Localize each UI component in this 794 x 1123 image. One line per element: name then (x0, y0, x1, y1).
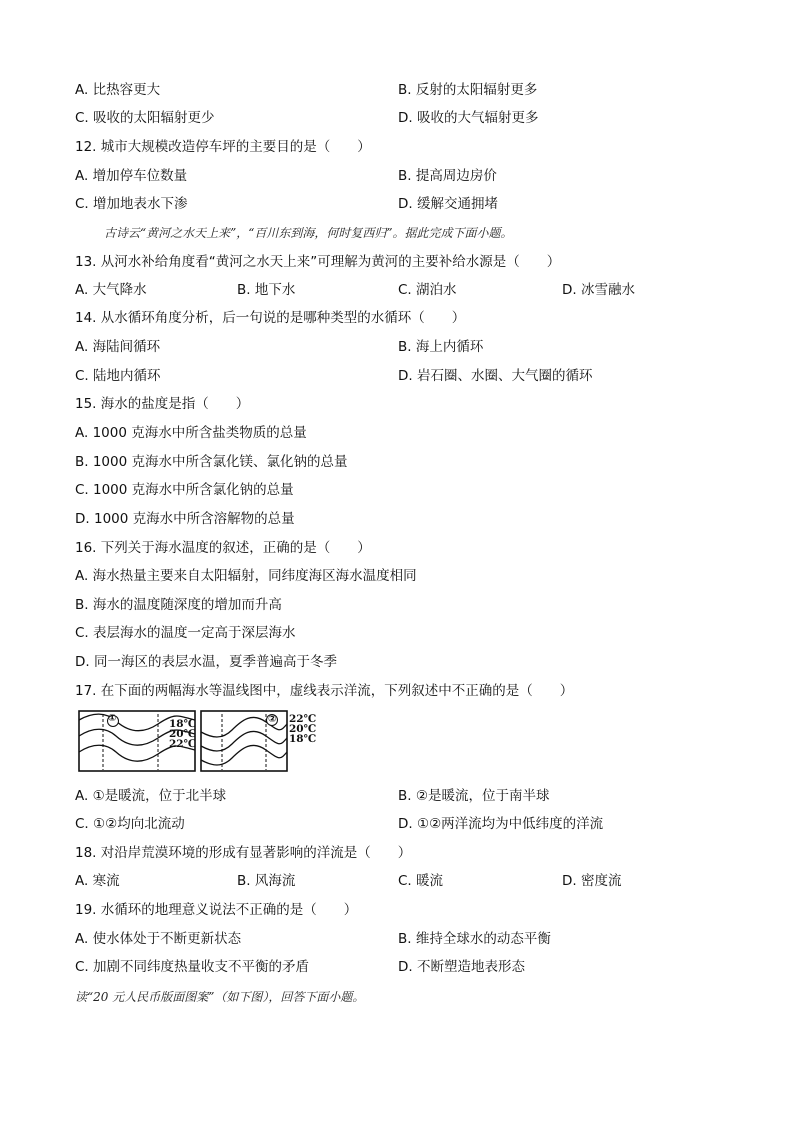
q19-option-c: C. 加剧不同纬度热量收支不平衡的矛盾 (75, 959, 310, 975)
figure-2-label: ② (268, 714, 277, 725)
q11-option-a: A. 比热容更大 (75, 82, 161, 98)
q15-option-d: D. 1000 克海水中所含溶解物的总量 (75, 511, 295, 527)
q16-option-b: B. 海水的温度随深度的增加而升高 (75, 597, 282, 613)
q15-option-c: C. 1000 克海水中所含氯化钠的总量 (75, 482, 294, 498)
q12-option-a: A. 增加停车位数量 (75, 168, 188, 184)
figure-1-temp-middle: 20℃ (169, 728, 197, 740)
q13-stem: 13. 从河水补给角度看“黄河之水天上来”可理解为黄河的主要补给水源是（ ） (75, 254, 561, 270)
figure-2-temp-middle: 20℃ (289, 723, 317, 735)
q19-option-a: A. 使水体处于不断更新状态 (75, 931, 242, 947)
figure-2-temp-bottom: 18℃ (289, 733, 317, 745)
q16-stem: 16. 下列关于海水温度的叙述，正确的是（ ） (75, 540, 371, 556)
figure-2-temperature-labels (289, 714, 316, 744)
q15-option-a: A. 1000 克海水中所含盐类物质的总量 (75, 425, 307, 441)
q18-stem: 18. 对沿岸荒漠环境的形成有显著影响的洋流是（ ） (75, 845, 412, 861)
q12-option-b: B. 提高周边房价 (398, 168, 497, 184)
q14-option-d: D. 岩石圈、水圈、大气圈的循环 (398, 368, 593, 384)
q11-option-d: D. 吸收的大气辐射更多 (398, 110, 539, 126)
q14-option-b: B. 海上内循环 (398, 339, 484, 355)
figure-1-temp-bottom: 22℃ (169, 738, 197, 750)
q14-stem: 14. 从水循环角度分析，后一句说的是哪种类型的水循环（ ） (75, 310, 466, 326)
q17-option-b: B. ②是暖流，位于南半球 (398, 788, 550, 804)
figure-2-temp-top: 22℃ (289, 713, 317, 725)
q12-stem: 12. 城市大规模改造停车坪的主要目的是（ ） (75, 139, 371, 155)
q13-option-a: A. 大气降水 (75, 282, 147, 298)
q18-option-c: C. 暖流 (398, 873, 444, 889)
passage-intro-poem: 古诗云“黄河之水天上来”，“百川东到海，何时复西归”。据此完成下面小题。 (104, 226, 513, 240)
q17-option-a: A. ①是暖流，位于北半球 (75, 788, 227, 804)
q18-option-b: B. 风海流 (237, 873, 296, 889)
q16-option-d: D. 同一海区的表层水温，夏季普遍高于冬季 (75, 654, 337, 670)
q12-option-d: D. 缓解交通拥堵 (398, 196, 498, 212)
q18-option-d: D. 密度流 (562, 873, 622, 889)
q15-stem: 15. 海水的盐度是指（ ） (75, 396, 250, 412)
q12-option-c: C. 增加地表水下渗 (75, 196, 188, 212)
q17-option-c: C. ①②均向北流动 (75, 816, 185, 832)
q17-option-d: D. ①②两洋流均为中低纬度的洋流 (398, 816, 604, 832)
q18-option-a: A. 寒流 (75, 873, 120, 889)
q11-option-c: C. 吸收的太阳辐射更少 (75, 110, 215, 126)
q14-option-c: C. 陆地内循环 (75, 368, 161, 384)
q19-option-b: B. 维持全球水的动态平衡 (398, 931, 551, 947)
passage-intro-banknote: 读“20 元人民币版面图案”（如下图），回答下面小题。 (75, 990, 365, 1004)
q11-option-b: B. 反射的太阳辐射更多 (398, 82, 538, 98)
q19-option-d: D. 不断塑造地表形态 (398, 959, 525, 975)
q13-option-d: D. 冰雪融水 (562, 282, 635, 298)
q14-option-a: A. 海陆间循环 (75, 339, 161, 355)
q19-stem: 19. 水循环的地理意义说法不正确的是（ ） (75, 902, 358, 918)
q15-option-b: B. 1000 克海水中所含氯化镁、氯化钠的总量 (75, 454, 348, 470)
q13-option-b: B. 地下水 (237, 282, 296, 298)
figure-1-label: ① (108, 713, 117, 724)
q16-option-a: A. 海水热量主要来自太阳辐射，同纬度海区海水温度相同 (75, 568, 417, 584)
q16-option-c: C. 表层海水的温度一定高于深层海水 (75, 625, 296, 641)
q13-option-c: C. 湖泊水 (398, 282, 457, 298)
figure-1-temp-top: 18℃ (169, 718, 197, 730)
q17-stem: 17. 在下面的两幅海水等温线图中，虚线表示洋流，下列叙述中不正确的是（ ） (75, 683, 574, 699)
figure-1-temperature-labels (169, 719, 196, 749)
